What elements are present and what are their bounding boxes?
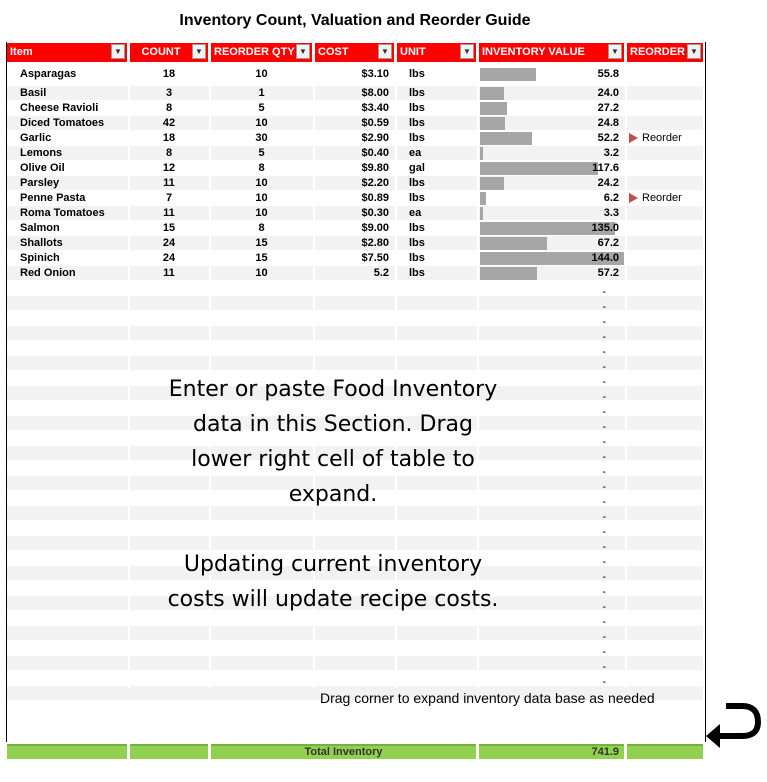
total-label: Total Inventory bbox=[211, 744, 476, 759]
unit-cell[interactable]: lbs bbox=[409, 132, 425, 144]
cost-cell[interactable]: $2.80 bbox=[361, 237, 389, 249]
empty-value-cell[interactable]: - bbox=[602, 526, 606, 538]
empty-value-cell[interactable]: - bbox=[602, 301, 606, 313]
empty-value-cell[interactable]: - bbox=[602, 346, 606, 358]
instruction-line: costs will update recipe costs. bbox=[167, 587, 499, 612]
item-cell[interactable]: Garlic bbox=[20, 132, 52, 144]
cost-cell[interactable]: 5.2 bbox=[373, 267, 389, 279]
column-separator bbox=[625, 62, 627, 688]
count-cell[interactable]: 18 bbox=[162, 68, 176, 80]
col-header-item-label: Item bbox=[10, 46, 33, 58]
cost-cell[interactable]: $0.89 bbox=[361, 192, 389, 204]
col-header-reorder-label: REORDER bbox=[630, 46, 686, 58]
col-header-count-label: COUNT bbox=[141, 46, 181, 58]
empty-value-cell[interactable]: - bbox=[602, 361, 606, 373]
inventory-value-cell[interactable]: 144.0 bbox=[591, 252, 619, 264]
unit-cell[interactable]: lbs bbox=[409, 102, 425, 114]
reorder-flag-icon bbox=[629, 193, 638, 203]
count-cell[interactable]: 11 bbox=[163, 267, 175, 279]
item-cell[interactable]: Red Onion bbox=[20, 267, 76, 279]
empty-value-cell[interactable]: - bbox=[602, 391, 606, 403]
empty-value-cell[interactable]: - bbox=[602, 331, 606, 343]
reorder-qty-cell[interactable]: 10 bbox=[255, 267, 268, 279]
cost-cell[interactable]: $8.00 bbox=[361, 87, 389, 99]
instruction-line: lower right cell of table to bbox=[191, 447, 475, 472]
reorder-qty-cell[interactable]: 15 bbox=[255, 237, 268, 249]
inventory-value-cell[interactable]: 117.6 bbox=[592, 162, 619, 174]
count-cell[interactable]: 7 bbox=[165, 192, 173, 204]
unit-cell[interactable]: lbs bbox=[409, 68, 425, 80]
unit-cell[interactable]: ea bbox=[409, 207, 422, 219]
empty-value-cell[interactable]: - bbox=[602, 436, 606, 448]
unit-cell[interactable]: gal bbox=[409, 162, 425, 174]
col-header-cost-label: COST bbox=[318, 46, 349, 58]
count-cell[interactable]: 24 bbox=[162, 252, 176, 264]
instruction-line bbox=[150, 512, 516, 547]
empty-value-cell[interactable]: - bbox=[602, 646, 606, 658]
empty-value-cell[interactable]: - bbox=[602, 421, 606, 433]
empty-value-cell[interactable]: - bbox=[602, 496, 606, 508]
inventory-value-cell[interactable]: 24.8 bbox=[597, 117, 619, 129]
reorder-qty-cell[interactable]: 5 bbox=[258, 102, 265, 114]
cost-cell[interactable]: $2.20 bbox=[361, 177, 389, 189]
instruction-line: data in this Section. Drag bbox=[193, 412, 473, 437]
col-header-cost[interactable] bbox=[315, 43, 394, 62]
empty-value-cell[interactable]: - bbox=[602, 511, 606, 523]
drag-note: Drag corner to expand inventory data base as needed bbox=[320, 690, 655, 706]
unit-cell[interactable]: lbs bbox=[409, 87, 425, 99]
reorder-qty-cell[interactable]: 8 bbox=[258, 222, 265, 234]
inventory-value-cell[interactable]: 57.2 bbox=[597, 267, 619, 279]
reorder-qty-cell[interactable]: 5 bbox=[258, 147, 265, 159]
filter-dropdown-icon[interactable]: ▼ bbox=[296, 44, 310, 59]
count-cell[interactable]: 42 bbox=[162, 117, 176, 129]
item-cell[interactable]: Asparagas bbox=[20, 68, 77, 80]
total-cell bbox=[7, 744, 127, 759]
empty-value-cell[interactable]: - bbox=[602, 616, 606, 628]
item-cell[interactable]: Basil bbox=[20, 87, 47, 99]
cost-cell[interactable]: $9.80 bbox=[361, 162, 389, 174]
total-value: 741.9 bbox=[479, 744, 624, 759]
col-header-reorder-qty-label: REORDER QTY bbox=[214, 46, 295, 58]
item-cell[interactable]: Parsley bbox=[20, 177, 60, 189]
inventory-value-cell[interactable]: 6.2 bbox=[603, 192, 619, 204]
unit-cell[interactable]: ea bbox=[409, 147, 422, 159]
inventory-value-cell[interactable]: 135.0 bbox=[591, 222, 619, 234]
filter-dropdown-icon[interactable]: ▼ bbox=[687, 44, 701, 59]
count-cell[interactable]: 3 bbox=[165, 87, 173, 99]
item-cell[interactable]: Lemons bbox=[20, 147, 63, 159]
count-cell[interactable]: 18 bbox=[162, 132, 176, 144]
inventory-value-cell[interactable]: 3.2 bbox=[603, 147, 619, 159]
empty-value-cell[interactable]: - bbox=[602, 406, 606, 418]
cost-cell[interactable]: $3.10 bbox=[361, 68, 389, 80]
cost-cell[interactable]: $0.30 bbox=[361, 207, 389, 219]
empty-value-cell[interactable]: - bbox=[602, 601, 606, 613]
total-cell[interactable] bbox=[627, 744, 703, 759]
count-cell[interactable]: 8 bbox=[165, 147, 173, 159]
item-cell[interactable]: Salmon bbox=[20, 222, 60, 234]
reorder-qty-cell[interactable]: 10 bbox=[255, 192, 268, 204]
reorder-qty-cell[interactable]: 10 bbox=[255, 68, 268, 80]
inventory-value-cell[interactable]: 24.0 bbox=[597, 87, 619, 99]
empty-value-cell[interactable]: - bbox=[602, 466, 606, 478]
empty-value-cell[interactable]: - bbox=[602, 316, 606, 328]
item-cell[interactable]: Shallots bbox=[20, 237, 63, 249]
count-cell[interactable]: 8 bbox=[165, 102, 173, 114]
inventory-value-cell[interactable]: 67.2 bbox=[597, 237, 619, 249]
filter-dropdown-icon[interactable]: ▼ bbox=[608, 44, 622, 59]
col-header-inventory-value-label: INVENTORY VALUE bbox=[482, 46, 585, 58]
empty-value-cell[interactable]: - bbox=[602, 631, 606, 643]
col-header-item[interactable] bbox=[7, 43, 127, 62]
reorder-qty-cell[interactable]: 8 bbox=[258, 162, 265, 174]
instruction-line: Enter or paste Food Inventory bbox=[168, 377, 498, 402]
count-cell[interactable]: 11 bbox=[163, 207, 175, 219]
empty-value-cell[interactable]: - bbox=[602, 676, 606, 688]
col-header-unit-label: UNIT bbox=[400, 46, 426, 58]
empty-value-cell[interactable]: - bbox=[602, 376, 606, 388]
col-header-unit[interactable] bbox=[397, 43, 476, 62]
inventory-value-cell[interactable]: 55.8 bbox=[597, 68, 619, 80]
reorder-qty-cell[interactable]: 1 bbox=[258, 87, 265, 99]
filter-dropdown-icon[interactable]: ▼ bbox=[378, 44, 392, 59]
count-cell[interactable]: 11 bbox=[163, 177, 175, 189]
filter-dropdown-icon[interactable]: ▼ bbox=[460, 44, 474, 59]
return-arrow-icon bbox=[704, 698, 764, 750]
empty-value-cell[interactable]: - bbox=[602, 556, 606, 568]
unit-cell[interactable]: lbs bbox=[409, 192, 425, 204]
col-header-count[interactable] bbox=[130, 43, 208, 62]
reorder-flag-icon bbox=[629, 133, 638, 143]
col-header-inventory-value[interactable] bbox=[479, 43, 624, 62]
reorder-cell[interactable]: Reorder bbox=[642, 192, 682, 204]
unit-cell[interactable]: lbs bbox=[409, 117, 425, 129]
reorder-cell[interactable]: Reorder bbox=[642, 132, 682, 144]
cost-cell[interactable]: $3.40 bbox=[361, 102, 389, 114]
item-cell[interactable]: Penne Pasta bbox=[20, 192, 86, 204]
empty-value-cell[interactable]: - bbox=[602, 541, 606, 553]
inventory-value-cell[interactable]: 52.2 bbox=[597, 132, 619, 144]
inventory-value-cell[interactable]: 27.2 bbox=[597, 102, 619, 114]
empty-value-cell[interactable]: - bbox=[602, 481, 606, 493]
col-header-reorder-qty[interactable] bbox=[211, 43, 312, 62]
reorder-qty-cell[interactable]: 30 bbox=[255, 132, 268, 144]
empty-value-cell[interactable]: - bbox=[602, 661, 606, 673]
reorder-qty-cell[interactable]: 15 bbox=[255, 252, 268, 264]
reorder-qty-cell[interactable]: 10 bbox=[255, 177, 268, 189]
cost-cell[interactable]: $9.00 bbox=[361, 222, 389, 234]
item-cell[interactable]: Spinich bbox=[20, 252, 60, 264]
empty-value-cell[interactable]: - bbox=[602, 571, 606, 583]
item-cell[interactable]: Olive Oil bbox=[20, 162, 65, 174]
count-cell[interactable]: 24 bbox=[162, 237, 176, 249]
total-cell bbox=[130, 744, 208, 759]
cost-cell[interactable]: $2.90 bbox=[361, 132, 389, 144]
item-cell[interactable]: Roma Tomatoes bbox=[20, 207, 105, 219]
empty-value-cell[interactable]: - bbox=[602, 586, 606, 598]
unit-cell[interactable]: lbs bbox=[409, 237, 425, 249]
inventory-value-cell[interactable]: 3.3 bbox=[603, 207, 619, 219]
empty-value-cell[interactable]: - bbox=[602, 451, 606, 463]
unit-cell[interactable]: lbs bbox=[409, 267, 425, 279]
inventory-value-cell[interactable]: 24.2 bbox=[597, 177, 619, 189]
cost-cell[interactable]: $0.59 bbox=[361, 117, 389, 129]
cost-cell[interactable]: $0.40 bbox=[361, 147, 389, 159]
count-cell[interactable]: 12 bbox=[162, 162, 176, 174]
filter-dropdown-icon[interactable]: ▼ bbox=[192, 44, 206, 59]
reorder-qty-cell[interactable]: 10 bbox=[255, 117, 268, 129]
item-cell[interactable]: Cheese Ravioli bbox=[20, 102, 99, 114]
item-cell[interactable]: Diced Tomatoes bbox=[20, 117, 105, 129]
page-title: Inventory Count, Valuation and Reorder Guide bbox=[179, 12, 531, 29]
reorder-qty-cell[interactable]: 10 bbox=[255, 207, 268, 219]
unit-cell[interactable]: lbs bbox=[409, 222, 425, 234]
cost-cell[interactable]: $7.50 bbox=[361, 252, 389, 264]
unit-cell[interactable]: lbs bbox=[409, 252, 425, 264]
instruction-overlay bbox=[150, 372, 516, 617]
empty-value-cell[interactable]: - bbox=[602, 286, 606, 298]
col-header-reorder[interactable] bbox=[627, 43, 703, 62]
instruction-line: expand. bbox=[288, 482, 378, 507]
count-cell[interactable]: 15 bbox=[162, 222, 176, 234]
unit-cell[interactable]: lbs bbox=[409, 177, 425, 189]
filter-dropdown-icon[interactable]: ▼ bbox=[111, 44, 125, 59]
instruction-line: Updating current inventory bbox=[183, 552, 483, 577]
